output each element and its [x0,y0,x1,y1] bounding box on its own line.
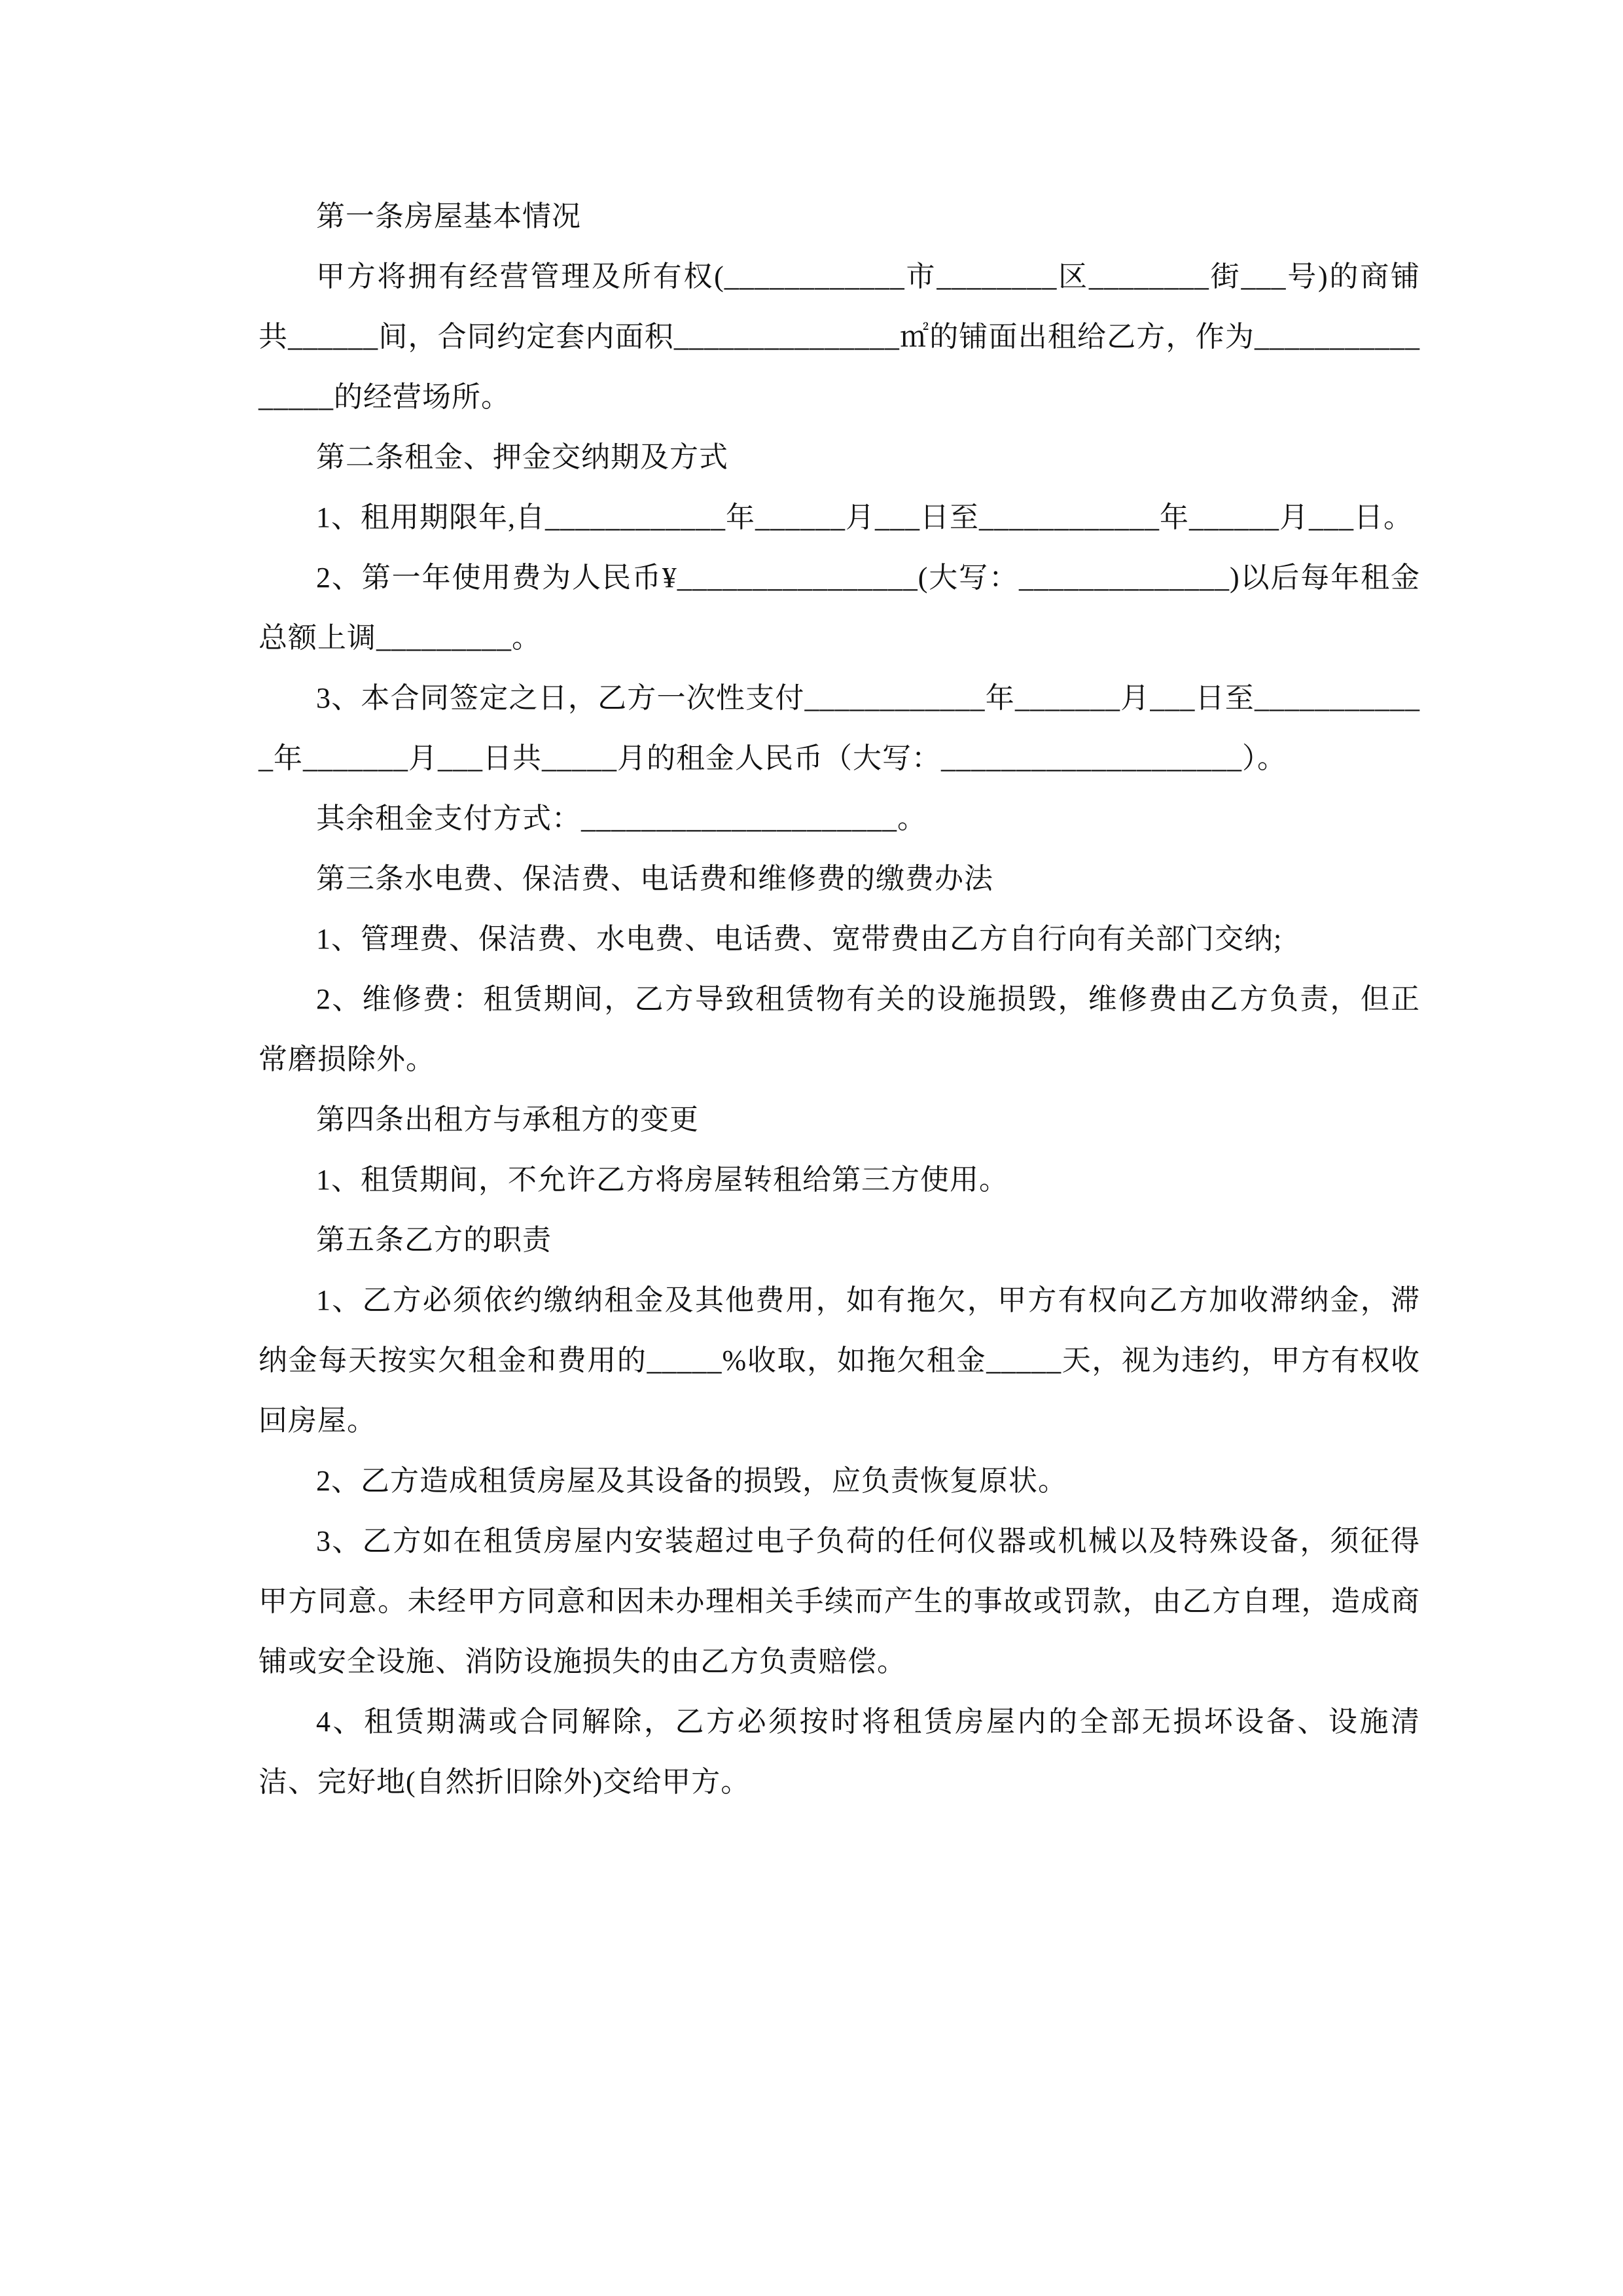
section-heading-article3: 第三条水电费、保洁费、电话费和维修费的缴费办法 [316,863,993,895]
paragraph-premises-basics: 甲方将拥有经营管理及所有权(____________市________区________街___号)的商铺共______间，合同约定套内面积_______________㎡的铺面出租给乙方，作为________________的经营场所。 [259,260,1420,413]
paragraph-first-year-fee: 2、第一年使用费为人民币¥________________(大写：______________)以后每年租金总额上调_________。 [259,562,1420,654]
section-heading-article1: 第一条房屋基本情况 [316,200,581,232]
paragraph-other-payment-method: 其余租金支付方式：_____________________。 [316,802,927,834]
paragraph-tenant-duty-1: 1、乙方必须依约缴纳租金及其他费用，如有拖欠，甲方有权向乙方加收滞纳金，滞纳金每天按实欠租金和费用的_____%收取，如拖欠租金_____天，视为违约，甲方有权收回房屋。 [259,1284,1420,1437]
paragraph-no-sublease: 1、租赁期间，不允许乙方将房屋转租给第三方使用。 [316,1164,1008,1196]
paragraph-lease-term: 1、租用期限年,自____________年______月___日至____________年______月___日。 [316,501,1413,533]
paragraph-tenant-duty-4: 4、租赁期满或合同解除，乙方必须按时将租赁房屋内的全部无损坏设备、设施清洁、完好地(自然折旧除外)交给甲方。 [259,1706,1420,1798]
paragraph-repair-fees: 2、维修费：租赁期间，乙方导致租赁物有关的设施损毁，维修费由乙方负责，但正常磨损除外。 [259,983,1420,1075]
paragraph-utility-fees: 1、管理费、保洁费、水电费、电话费、宽带费由乙方自行向有关部门交纳; [316,923,1283,955]
section-heading-article4: 第四条出租方与承租方的变更 [316,1103,699,1136]
paragraph-one-time-payment: 3、本合同签定之日，乙方一次性支付____________年_______月___日至____________年_______月___日共_____月的租金人民币（大写：____________________）。 [259,682,1420,774]
section-heading-article5: 第五条乙方的职责 [316,1224,552,1256]
paragraph-tenant-duty-3: 3、乙方如在租赁房屋内安装超过电子负荷的任何仪器或机械以及特殊设备，须征得甲方同意。未经甲方同意和因未办理相关手续而产生的事故或罚款，由乙方自理，造成商铺或安全设施、消防设施损失的由乙方负责赔偿。 [259,1525,1420,1677]
paragraph-tenant-duty-2: 2、乙方造成租赁房屋及其设备的损毁，应负责恢复原状。 [316,1465,1067,1497]
section-heading-article2: 第二条租金、押金交纳期及方式 [316,441,728,473]
